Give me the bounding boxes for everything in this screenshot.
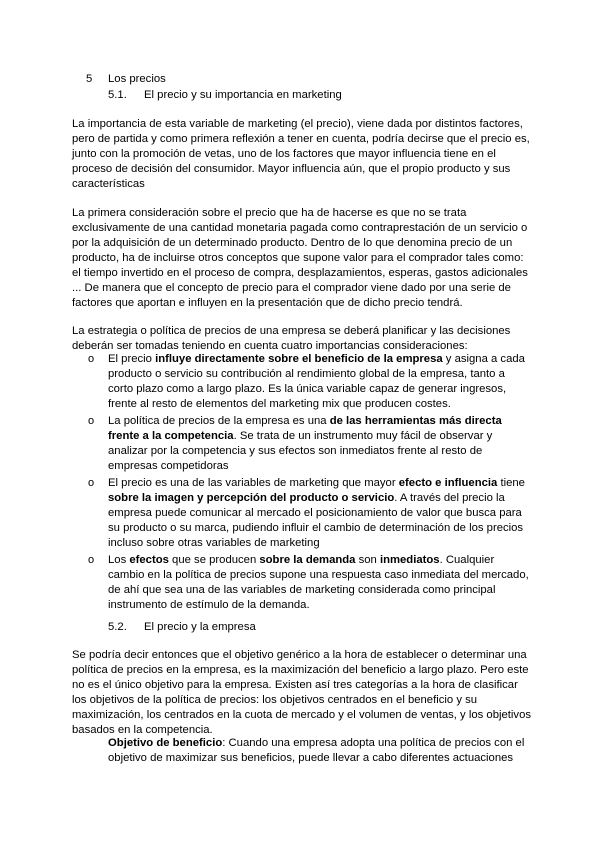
bullet-text: . A través del precio la empresa puede comunicar al mercado el posicionamiento de valor que busca para su producto o su marca, pudiendo influir el cambio de determinación de los precios incluso sobre otras variables de marketing xyxy=(108,492,524,549)
paragraph-5 xyxy=(108,736,532,766)
section-number: 5 xyxy=(86,73,93,85)
bullet-text: El precio xyxy=(108,353,156,365)
bullet-emphasis: influye directamente sobre el beneficio de la empresa xyxy=(155,353,443,365)
bullet-text: Los xyxy=(108,554,130,566)
list-item xyxy=(86,352,532,412)
section-title: Los precios xyxy=(108,73,166,85)
bullet-text: La política de precios de la empresa es una xyxy=(108,415,330,427)
subsection-title-1: El precio y su importancia en marketing xyxy=(144,89,342,101)
objective-text: : Cuando una empresa adopta una política de precios con el objetivo de maximizar sus beneficios, puede llevar a cabo diferentes actuaciones xyxy=(108,737,525,764)
paragraph-4: Se podría decir entonces que el objetivo genérico a la hora de establecer o determinar una política de precios en la empresa, es la maximización del beneficio a largo plazo. Pero este no es el único objetivo para la empresa. Existen así tres categorías a la hora de clasificar los objetivos de la política de precios: los objetivos centrados en el beneficio y su maximización, los centrados en la cuota de mercado y el volumen de ventas, y los objetivos basados en la competencia. xyxy=(72,649,532,736)
bullet-text: tiene xyxy=(497,477,525,489)
bullet-marker: o xyxy=(88,415,95,427)
bullet-emphasis: inmediatos xyxy=(379,554,440,566)
bullet-marker: o xyxy=(88,353,95,365)
bullet-text: que se producen xyxy=(168,554,260,566)
bullet-text: . Cualquier cambio en la política de precios supone una respuesta caso inmediata del mercado, de ahí que sea una de las variables de marketing considerada como principal instrumento de estímulo de la demanda. xyxy=(108,554,529,611)
bullet-emphasis: sobre la imagen y percepción del producto o servicio xyxy=(108,492,395,504)
list-item xyxy=(86,414,532,474)
bullet-emphasis: sobre la demanda xyxy=(259,554,356,566)
bullet-emphasis: de las herramientas más directa frente a la competencia xyxy=(108,415,502,442)
bullet-text: . Se trata de un instrumento muy fácil de observar y analizar por la competencia y sus efectos son inmediatos frente al resto de empresas competidoras xyxy=(108,430,493,472)
considerations-list xyxy=(86,352,532,615)
subsection-heading-2 xyxy=(108,620,256,635)
bullet-text: son xyxy=(355,554,380,566)
subsection-number-1: 5.1. xyxy=(108,89,127,101)
list-item xyxy=(86,476,532,551)
subsection-number-2: 5.2. xyxy=(108,621,127,633)
bullet-marker: o xyxy=(88,477,95,489)
objective-label: Objetivo de beneficio xyxy=(108,737,223,749)
subsection-heading-1 xyxy=(108,88,342,103)
bullet-emphasis: efectos xyxy=(129,554,169,566)
bullet-text: El precio es una de las variables de marketing que mayor xyxy=(108,477,399,489)
section-heading xyxy=(86,72,166,87)
paragraph-3: La estrategia o política de precios de una empresa se deberá planificar y las decisiones deberán ser tomadas teniendo en cuenta cuatro importancias consideraciones: xyxy=(72,325,511,352)
paragraph-2: La primera consideración sobre el precio que ha de hacerse es que no se trata exclusivamente de una cantidad monetaria pagada como contraprestación de un servicio o por la adquisición de un determinado producto. Dentro de lo que denomina precio de un producto, ha de incluirse otros conceptos que supone valor para el comprador tales como: el tiempo invertido en el proceso de compra, desplazamientos, esperas, gastos adicionales ... De manera que el concepto de precio para el comprador viene dado por una serie de factores que aportan e influyen en la presentación que de dicho precio tendrá. xyxy=(72,207,528,309)
bullet-marker: o xyxy=(88,554,95,566)
bullet-emphasis: efecto e influencia xyxy=(398,477,498,489)
paragraph-1: La importancia de esta variable de marketing (el precio), viene dada por distintos factores, pero de partida y como primera reflexión a tener en cuenta, podría decirse que el precio es, junto con la promoción de vetas, uno de los factores que mayor influencia tiene en el proceso de decisión del consumidor. Mayor influencia aún, que el propio producto y sus características xyxy=(72,118,530,190)
bullet-text: y asigna a cada producto o servicio su contribución al rendimiento global de la empresa, tanto a corto plazo como a largo plazo. Es la única variable capaz de generar ingresos, frente al resto de elementos del marketing mix que producen costes. xyxy=(108,353,525,410)
list-item xyxy=(86,553,532,613)
subsection-title-2: El precio y la empresa xyxy=(144,621,256,633)
